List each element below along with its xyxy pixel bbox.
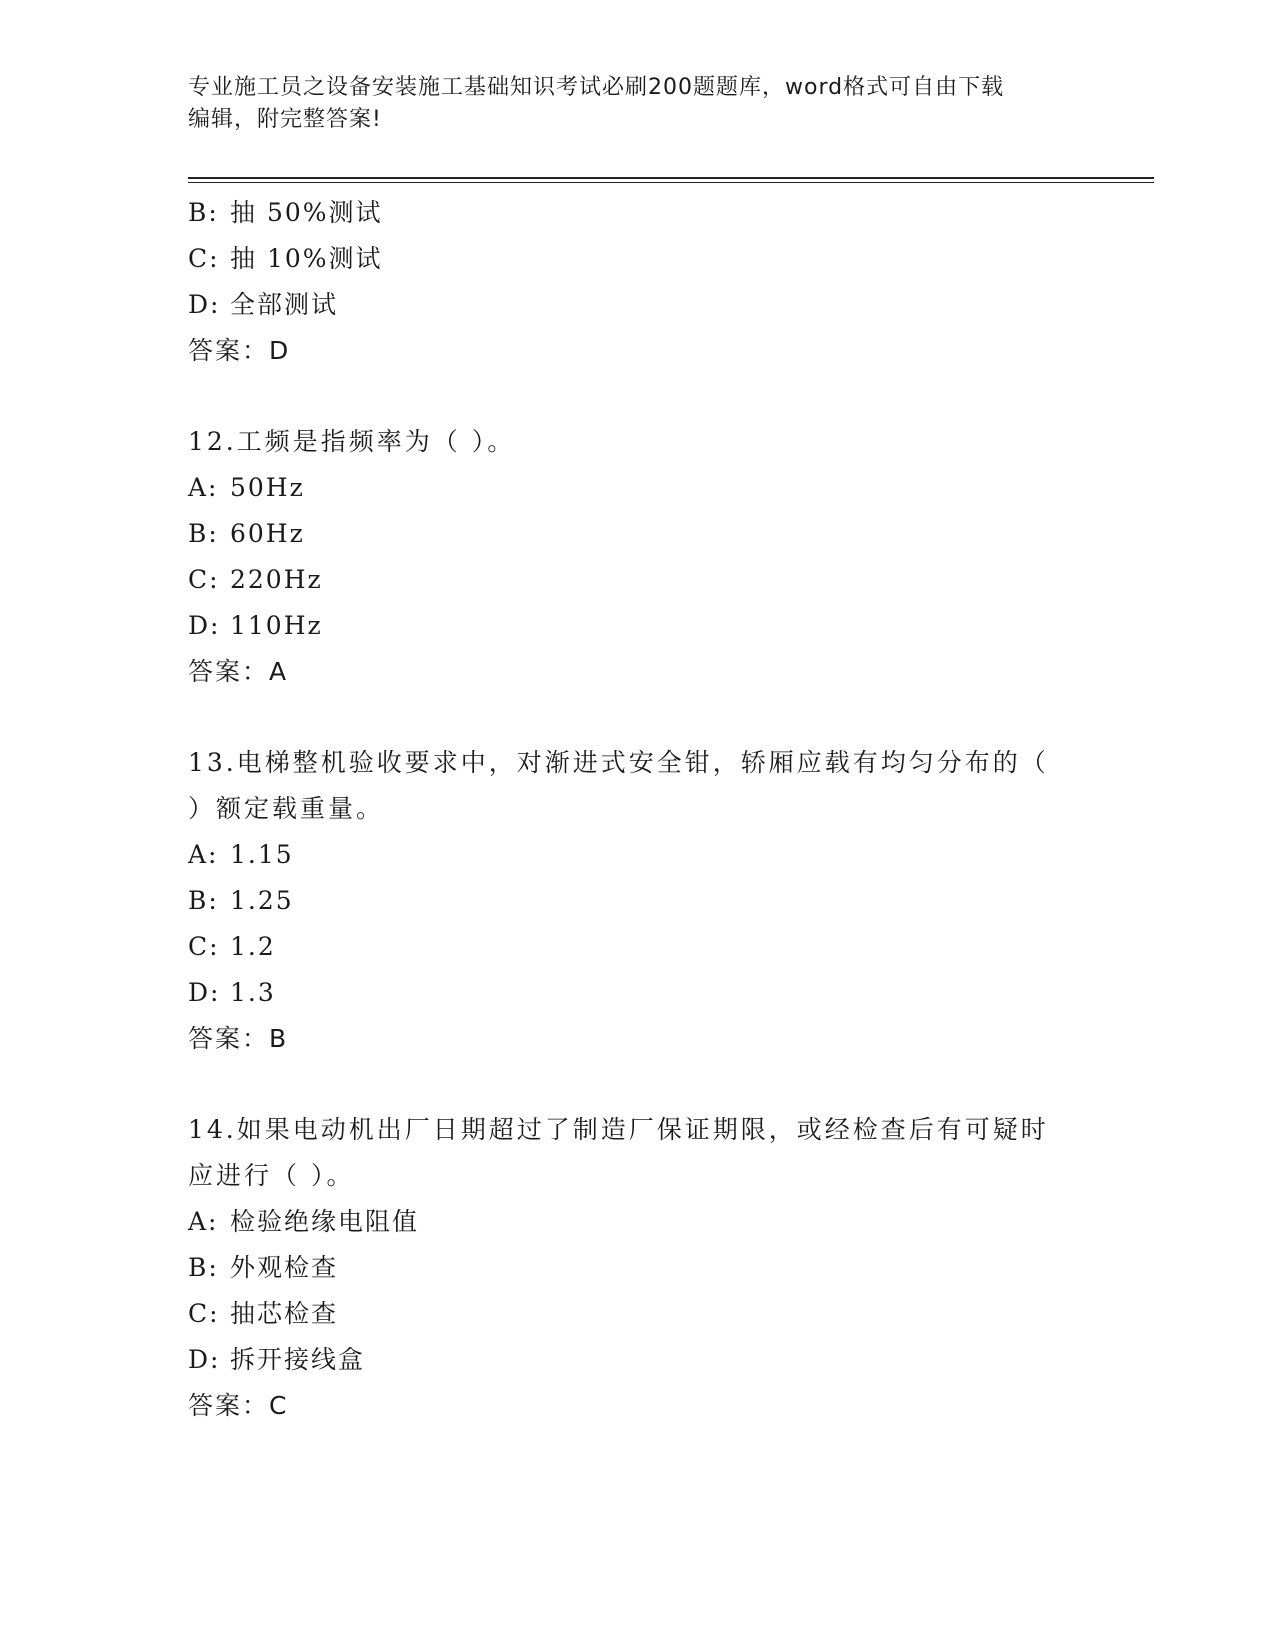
option-letter: B: — [188, 519, 219, 548]
option-text: 50Hz — [230, 473, 305, 502]
question-text-line-1: 14.如果电动机出厂日期超过了制造厂保证期限，或经检查后有可疑时 — [188, 1115, 1049, 1144]
option-b — [188, 1245, 1088, 1291]
option-letter: C: — [188, 244, 220, 273]
option-text: 抽芯检查 — [230, 1299, 339, 1328]
option-text: 1.3 — [230, 978, 276, 1007]
option-c — [188, 557, 1088, 603]
option-letter: C: — [188, 932, 220, 961]
option-text: 110Hz — [230, 611, 323, 640]
option-d — [188, 282, 1088, 328]
option-text: 全部测试 — [230, 290, 339, 319]
option-d — [188, 970, 1088, 1016]
option-letter: A: — [188, 473, 219, 502]
option-letter: B: — [188, 886, 219, 915]
option-letter: D: — [188, 290, 221, 319]
option-a — [188, 1199, 1088, 1245]
option-text: 抽 10%测试 — [230, 244, 383, 273]
option-letter: C: — [188, 565, 220, 594]
option-letter: D: — [188, 978, 221, 1007]
option-letter: A: — [188, 1207, 219, 1236]
option-text: 抽 50%测试 — [230, 198, 383, 227]
option-text: 1.25 — [230, 886, 294, 915]
option-b — [188, 190, 1088, 236]
question-block-11 — [188, 190, 1088, 374]
option-text: 检验绝缘电阻值 — [230, 1207, 420, 1236]
question-text-line-2: ）额定载重量。 — [188, 794, 385, 823]
option-text: 220Hz — [230, 565, 323, 594]
question-block-14 — [188, 1107, 1088, 1429]
option-text: 1.15 — [230, 840, 294, 869]
question-text-line-2: 应进行（ ）。 — [188, 1161, 355, 1190]
option-letter: A: — [188, 840, 219, 869]
question-text: 12.工频是指频率为（ ）。 — [188, 427, 516, 456]
answer-line: 答案：B — [188, 1024, 289, 1053]
option-a — [188, 465, 1088, 511]
option-letter: B: — [188, 198, 219, 227]
header-divider-thin — [188, 182, 1154, 183]
answer-line: 答案：C — [188, 1391, 289, 1420]
question-list — [188, 190, 1088, 1429]
document-header — [188, 72, 1068, 136]
option-a — [188, 832, 1088, 878]
header-title-line-1: 专业施工员之设备安装施工基础知识考试必刷200题题库，word格式可自由下载 — [188, 75, 1005, 100]
option-b — [188, 878, 1088, 924]
option-c — [188, 236, 1088, 282]
option-b — [188, 511, 1088, 557]
option-letter: D: — [188, 611, 221, 640]
option-d — [188, 603, 1088, 649]
option-c — [188, 924, 1088, 970]
option-text: 拆开接线盒 — [230, 1345, 366, 1374]
header-title-line-2: 编辑，附完整答案! — [188, 107, 382, 132]
option-letter: C: — [188, 1299, 220, 1328]
answer-line: 答案：D — [188, 336, 291, 365]
option-text: 60Hz — [230, 519, 305, 548]
option-text: 1.2 — [230, 932, 276, 961]
answer-line: 答案：A — [188, 657, 289, 686]
option-letter: B: — [188, 1253, 219, 1282]
question-text-line-1: 13.电梯整机验收要求中，对渐进式安全钳，轿厢应载有均匀分布的（ — [188, 748, 1049, 777]
option-d — [188, 1337, 1088, 1383]
question-block-13 — [188, 740, 1088, 1062]
option-letter: D: — [188, 1345, 221, 1374]
question-block-12 — [188, 419, 1088, 695]
header-divider-thick — [188, 177, 1154, 179]
option-text: 外观检查 — [230, 1253, 339, 1282]
option-c — [188, 1291, 1088, 1337]
